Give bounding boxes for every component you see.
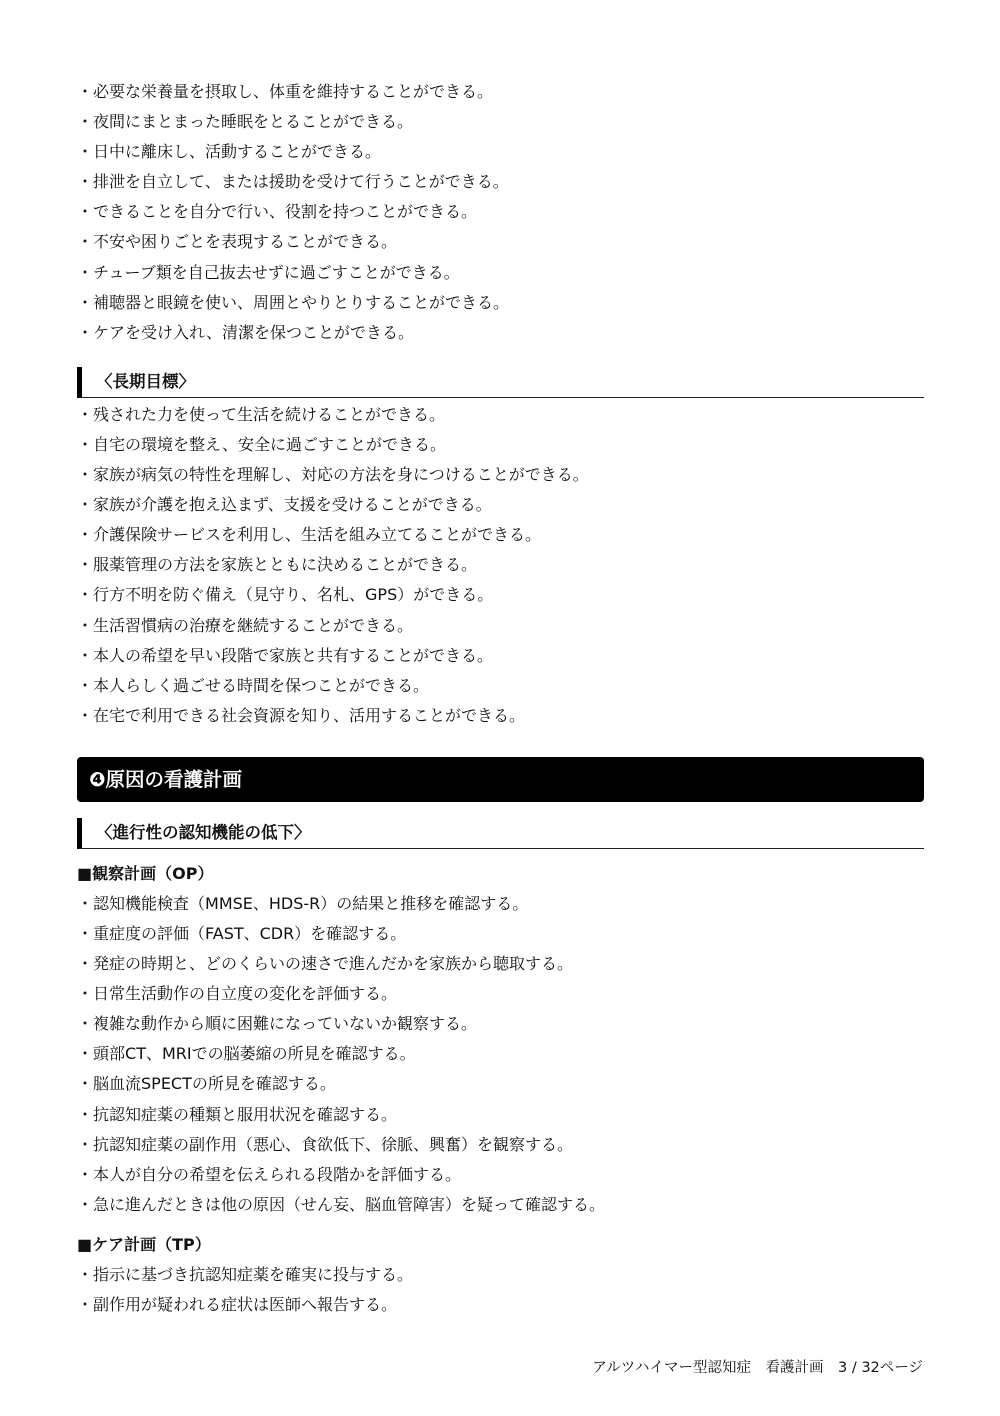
short-term-goal-list	[77, 77, 924, 348]
list-item: ・ 副作用が疑われる症状は医師へ報告する。	[77, 1290, 924, 1320]
list-item: ・ 服薬管理の方法を家族とともに決めることができる。	[77, 550, 924, 580]
list-item: ・ 排泄を自立して、または援助を受けて行うことができる。	[77, 167, 924, 197]
list-item: ・ 本人が自分の希望を伝えられる段階かを評価する。	[77, 1160, 924, 1190]
list-item: ・ 認知機能検査（MMSE、HDS-R）の結果と推移を確認する。	[77, 889, 924, 919]
list-item: ・ 複雑な動作から順に困難になっていないか観察する。	[77, 1009, 924, 1039]
list-item: ・ 生活習慣病の治療を継続することができる。	[77, 611, 924, 641]
list-item: ・ できることを自分で行い、役割を持つことができる。	[77, 197, 924, 227]
list-item: ・ 急に進んだときは他の原因（せん妄、脳血管障害）を疑って確認する。	[77, 1190, 924, 1220]
list-item: ・ 本人の希望を早い段階で家族と共有することができる。	[77, 641, 924, 671]
list-item: ・ 頭部CT、MRIでの脳萎縮の所見を確認する。	[77, 1039, 924, 1069]
list-item: ・ 抗認知症薬の副作用（悪心、食欲低下、徐脈、興奮）を観察する。	[77, 1130, 924, 1160]
observation-plan-list	[77, 889, 924, 1220]
observation-plan-label: ■観察計画（OP）	[77, 863, 214, 883]
long-term-goal-heading: 〈長期目標〉	[77, 367, 924, 398]
page-content	[77, 77, 924, 1320]
list-item: ・ 補聴器と眼鏡を使い、周囲とやりとりすることができる。	[77, 288, 924, 318]
list-item: ・ 発症の時期と、どのくらいの速さで進んだかを家族から聴取する。	[77, 949, 924, 979]
list-item: ・ 家族が介護を抱え込まず、支援を受けることができる。	[77, 490, 924, 520]
list-item: ・ 脳血流SPECTの所見を確認する。	[77, 1069, 924, 1099]
list-item: ・ 本人らしく過ごせる時間を保つことができる。	[77, 671, 924, 701]
list-item: ・ 在宅で利用できる社会資源を知り、活用することができる。	[77, 701, 924, 731]
list-item: ・ 介護保険サービスを利用し、生活を組み立てることができる。	[77, 520, 924, 550]
page-footer: アルツハイマー型認知症 看護計画 3 / 32ページ	[592, 1360, 923, 1376]
list-item: ・ 不安や困りごとを表現することができる。	[77, 227, 924, 257]
cause-subheading: 〈進行性の認知機能の低下〉	[77, 818, 924, 849]
care-plan-list	[77, 1260, 924, 1320]
list-item: ・ 自宅の環境を整え、安全に過ごすことができる。	[77, 430, 924, 460]
list-item: ・ チューブ類を自己抜去せずに過ごすことができる。	[77, 258, 924, 288]
list-item: ・ 行方不明を防ぐ備え（見守り、名札、GPS）ができる。	[77, 580, 924, 610]
list-item: ・ 重症度の評価（FAST、CDR）を確認する。	[77, 919, 924, 949]
list-item: ・ 夜間にまとまった睡眠をとることができる。	[77, 107, 924, 137]
list-item: ・ 必要な栄養量を摂取し、体重を維持することができる。	[77, 77, 924, 107]
list-item: ・ 指示に基づき抗認知症薬を確実に投与する。	[77, 1260, 924, 1290]
list-item: ・ 日常生活動作の自立度の変化を評価する。	[77, 979, 924, 1009]
care-plan-label: ■ケア計画（TP）	[77, 1234, 211, 1254]
list-item: ・ 残された力を使って生活を続けることができる。	[77, 400, 924, 430]
list-item: ・ 日中に離床し、活動することができる。	[77, 137, 924, 167]
list-item: ・ 抗認知症薬の種類と服用状況を確認する。	[77, 1100, 924, 1130]
long-term-goal-list	[77, 400, 924, 731]
list-item: ・ ケアを受け入れ、清潔を保つことができる。	[77, 318, 924, 348]
section-title-bar: ❹原因の看護計画	[77, 757, 924, 802]
list-item: ・ 家族が病気の特性を理解し、対応の方法を身につけることができる。	[77, 460, 924, 490]
